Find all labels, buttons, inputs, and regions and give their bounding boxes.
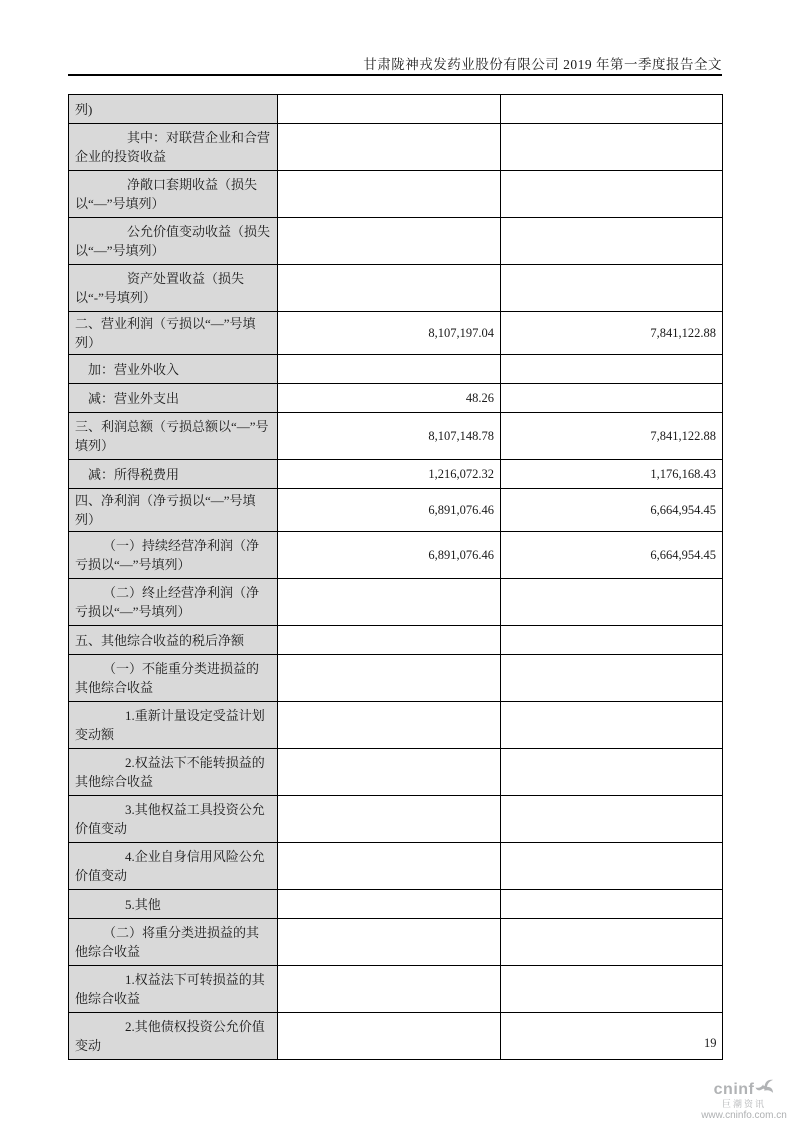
table-row <box>69 460 723 489</box>
row-value-prior <box>501 95 723 124</box>
row-label: （一）持续经营净利润（净亏损以“—”号填列） <box>75 538 260 572</box>
row-label-cell <box>69 796 278 843</box>
row-label-cell <box>69 460 278 489</box>
row-label: 资产处置收益（损失以“-”号填列） <box>75 271 245 305</box>
table-row <box>69 843 723 890</box>
table-row <box>69 413 723 460</box>
row-value-current: 1,216,072.32 <box>278 460 501 489</box>
row-label-cell <box>69 312 278 355</box>
table-row <box>69 796 723 843</box>
cninfo-logo-caption: 巨潮资讯 <box>721 1098 766 1109</box>
row-value-prior <box>501 796 723 843</box>
row-label: （二）终止经营净利润（净亏损以“—”号填列） <box>75 585 260 619</box>
table-row <box>69 384 723 413</box>
table-row <box>69 749 723 796</box>
row-label: 公允价值变动收益（损失以“—”号填列） <box>75 224 271 258</box>
page-number: 19 <box>704 1036 717 1050</box>
table-row <box>69 702 723 749</box>
row-value-prior: 7,841,122.88 <box>501 312 723 355</box>
table-row <box>69 312 723 355</box>
row-label: 列) <box>75 101 93 117</box>
table-row <box>69 95 723 124</box>
row-value-prior <box>501 966 723 1013</box>
row-label: 五、其他综合收益的税后净额 <box>75 632 245 648</box>
row-value-prior: 1,176,168.43 <box>501 460 723 489</box>
row-value-prior: 6,664,954.45 <box>501 532 723 579</box>
income-table-body <box>69 95 723 1060</box>
row-label: （一）不能重分类进损益的其他综合收益 <box>75 661 260 695</box>
row-label: 净敞口套期收益（损失以“—”号填列） <box>75 177 258 211</box>
row-value-prior <box>501 919 723 966</box>
document-header-title: 甘肃陇神戎发药业股份有限公司 2019 年第一季度报告全文 <box>363 57 722 72</box>
row-value-current: 6,891,076.46 <box>278 532 501 579</box>
row-value-prior <box>501 843 723 890</box>
row-value-current: 6,891,076.46 <box>278 489 501 532</box>
row-label: 四、净利润（净亏损以“—”号填列） <box>75 493 256 527</box>
row-label: 4.企业自身信用风险公允价值变动 <box>75 849 265 883</box>
table-row <box>69 919 723 966</box>
row-label: 1.重新计量设定受益计划变动额 <box>75 708 265 742</box>
row-value-current <box>278 843 501 890</box>
row-label-cell <box>69 919 278 966</box>
row-label: 其中：对联营企业和合营企业的投资收益 <box>75 130 271 164</box>
table-row <box>69 655 723 702</box>
row-value-current <box>278 265 501 312</box>
row-label-cell <box>69 843 278 890</box>
row-value-prior <box>501 890 723 919</box>
row-value-prior <box>501 626 723 655</box>
row-label-cell <box>69 890 278 919</box>
row-value-prior <box>501 171 723 218</box>
row-value-current <box>278 1013 501 1060</box>
row-value-current <box>278 124 501 171</box>
row-value-prior <box>501 218 723 265</box>
row-label: 3.其他权益工具投资公允价值变动 <box>75 802 265 836</box>
row-value-current <box>278 95 501 124</box>
row-label: 二、营业利润（亏损以“—”号填列） <box>75 316 256 350</box>
row-label-cell <box>69 265 278 312</box>
cninfo-logo-url: www.cninfo.com.cn <box>701 1110 787 1122</box>
row-value-current <box>278 702 501 749</box>
table-row <box>69 124 723 171</box>
row-value-prior <box>501 355 723 384</box>
row-label: 2.其他债权投资公允价值变动 <box>75 1019 265 1053</box>
row-value-current <box>278 171 501 218</box>
row-value-current: 48.26 <box>278 384 501 413</box>
row-value-current <box>278 919 501 966</box>
table-row <box>69 1013 723 1060</box>
row-value-prior: 7,841,122.88 <box>501 413 723 460</box>
row-label-cell <box>69 384 278 413</box>
row-value-prior <box>501 749 723 796</box>
table-row <box>69 532 723 579</box>
table-row <box>69 966 723 1013</box>
row-label-cell <box>69 532 278 579</box>
row-value-current <box>278 579 501 626</box>
row-value-current: 8,107,148.78 <box>278 413 501 460</box>
row-value-prior <box>501 702 723 749</box>
table-row <box>69 218 723 265</box>
row-label: 1.权益法下可转损益的其他综合收益 <box>75 972 265 1006</box>
cninfo-logo <box>699 1078 789 1121</box>
row-value-prior <box>501 124 723 171</box>
row-value-prior <box>501 265 723 312</box>
table-row <box>69 579 723 626</box>
row-label-cell <box>69 702 278 749</box>
row-label-cell <box>69 95 278 124</box>
row-label-cell <box>69 749 278 796</box>
row-value-current <box>278 655 501 702</box>
row-value-current <box>278 966 501 1013</box>
table-row <box>69 171 723 218</box>
row-label-cell <box>69 579 278 626</box>
table-row <box>69 890 723 919</box>
cninfo-logo-text: cninf <box>713 1081 755 1098</box>
row-value-current <box>278 626 501 655</box>
row-label-cell <box>69 355 278 384</box>
row-label-cell <box>69 171 278 218</box>
row-value-current <box>278 749 501 796</box>
row-label-cell <box>69 489 278 532</box>
header-divider <box>68 74 722 76</box>
row-value-current <box>278 218 501 265</box>
row-label: 加：营业外收入 <box>88 361 180 377</box>
row-label-cell <box>69 124 278 171</box>
table-row <box>69 489 723 532</box>
row-value-current <box>278 355 501 384</box>
table-row <box>69 626 723 655</box>
row-label-cell <box>69 655 278 702</box>
row-label-cell <box>69 626 278 655</box>
row-value-current <box>278 796 501 843</box>
row-label: （二）将重分类进损益的其他综合收益 <box>75 925 260 959</box>
row-value-prior <box>501 579 723 626</box>
row-value-prior: 6,664,954.45 <box>501 489 723 532</box>
row-label: 减：营业外支出 <box>88 390 180 406</box>
row-label-cell <box>69 413 278 460</box>
income-statement-table <box>68 94 723 1060</box>
row-label: 2.权益法下不能转损益的其他综合收益 <box>75 755 265 789</box>
row-value-prior <box>501 1013 723 1060</box>
row-label-cell <box>69 1013 278 1060</box>
row-label-cell <box>69 966 278 1013</box>
row-label: 5.其他 <box>125 896 161 912</box>
row-value-current <box>278 890 501 919</box>
row-value-prior <box>501 384 723 413</box>
table-row <box>69 265 723 312</box>
table-row <box>69 355 723 384</box>
row-value-current: 8,107,197.04 <box>278 312 501 355</box>
row-value-prior <box>501 655 723 702</box>
row-label-cell <box>69 218 278 265</box>
row-label: 三、利润总额（亏损总额以“—”号填列） <box>75 419 269 453</box>
row-label: 减：所得税费用 <box>88 466 180 482</box>
